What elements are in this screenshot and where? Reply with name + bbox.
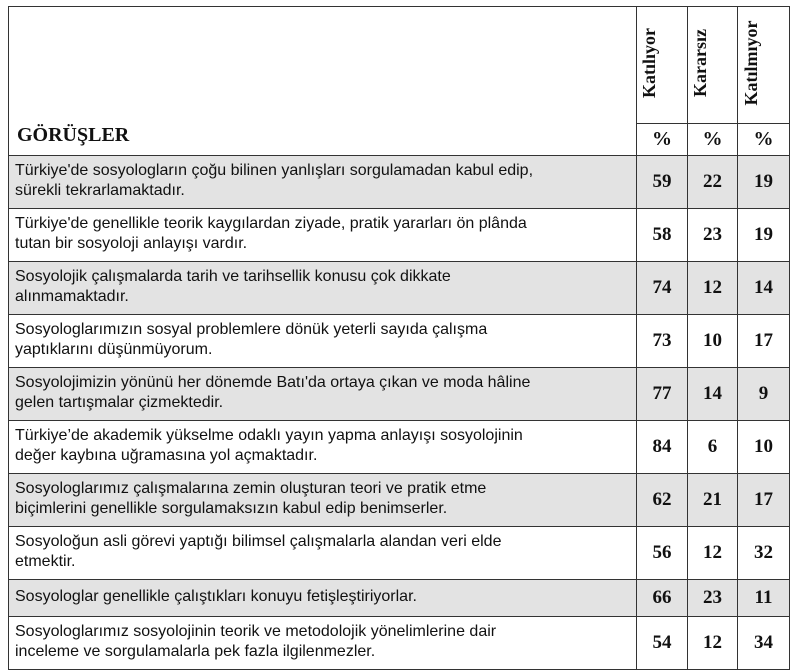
disagree-value: 17	[738, 474, 790, 527]
table-row	[9, 368, 790, 421]
undecided-value: 12	[688, 617, 738, 670]
undecided-value: 12	[688, 262, 738, 315]
statement: Sosyologlar genellikle çalıştıkları konuyu fetişleştiriyorlar.	[9, 580, 637, 617]
survey-table	[8, 6, 790, 670]
disagree-value: 32	[738, 527, 790, 580]
agree-value: 58	[637, 209, 688, 262]
column-label-disagree: Katılmıyor	[740, 20, 761, 106]
agree-value: 77	[637, 368, 688, 421]
column-header-agree	[637, 7, 688, 124]
opinions-title: GÖRÜŞLER	[17, 124, 130, 146]
statement: Sosyologlarımız sosyolojinin teorik ve metodolojik yönelimlerine dair inceleme ve sorgulamalarla pek fazla ilgilenmezler.	[9, 617, 637, 670]
undecided-value: 22	[688, 156, 738, 209]
table-row	[9, 262, 790, 315]
table-row	[9, 617, 790, 670]
statement: Sosyolojimizin yönünü her dönemde Batı'da ortaya çıkan ve moda hâline gelen tartışmalar çizmektedir.	[9, 368, 637, 421]
agree-value: 66	[637, 580, 688, 617]
statement: Sosyologlarımız çalışmalarına zemin oluşturan teori ve pratik etme biçimlerini genellikle sorgulamaksızın kabul edip benimserler.	[9, 474, 637, 527]
table-row	[9, 580, 790, 617]
agree-value: 54	[637, 617, 688, 670]
undecided-value: 12	[688, 527, 738, 580]
undecided-value: 10	[688, 315, 738, 368]
disagree-value: 10	[738, 421, 790, 474]
statement: Türkiye'de sosyologların çoğu bilinen yanlışları sorgulamadan kabul edip, sürekli tekrarlamaktadır.	[9, 156, 637, 209]
agree-value: 73	[637, 315, 688, 368]
statement: Türkiye’de akademik yükselme odaklı yayın yapma anlayışı sosyolojinin değer kaybına uğramasına yol açmaktadır.	[9, 421, 637, 474]
table-row	[9, 474, 790, 527]
statement: Sosyolojik çalışmalarda tarih ve tarihsellik konusu çok dikkate alınmamaktadır.	[9, 262, 637, 315]
agree-value: 56	[637, 527, 688, 580]
agree-value: 84	[637, 421, 688, 474]
header-row	[9, 7, 790, 124]
undecided-value: 21	[688, 474, 738, 527]
undecided-value: 14	[688, 368, 738, 421]
agree-value: 74	[637, 262, 688, 315]
disagree-value: 9	[738, 368, 790, 421]
table-row	[9, 156, 790, 209]
undecided-value: 6	[688, 421, 738, 474]
undecided-value: 23	[688, 209, 738, 262]
column-header-undecided	[688, 7, 738, 124]
survey-table-container	[8, 6, 789, 660]
disagree-value: 19	[738, 156, 790, 209]
table-row	[9, 421, 790, 474]
table-row	[9, 209, 790, 262]
statement: Sosyoloğun asli görevi yaptığı bilimsel çalışmalarla alandan veri elde etmektir.	[9, 527, 637, 580]
table-row	[9, 315, 790, 368]
unit-undecided: %	[688, 124, 738, 156]
disagree-value: 19	[738, 209, 790, 262]
table-row	[9, 527, 790, 580]
statement: Sosyologlarımızın sosyal problemlere dönük yeterli sayıda çalışma yaptıklarını düşünmüyorum.	[9, 315, 637, 368]
undecided-value: 23	[688, 580, 738, 617]
unit-agree: %	[637, 124, 688, 156]
agree-value: 62	[637, 474, 688, 527]
agree-value: 59	[637, 156, 688, 209]
statement: Türkiye'de genellikle teorik kaygılardan ziyade, pratik yararları ön plânda tutan bir sosyoloji anlayışı vardır.	[9, 209, 637, 262]
column-label-undecided: Kararsız	[689, 29, 710, 97]
disagree-value: 11	[738, 580, 790, 617]
column-header-disagree	[738, 7, 790, 124]
column-label-agree: Katılıyor	[639, 28, 659, 98]
unit-disagree: %	[738, 124, 790, 156]
opinions-header	[9, 7, 637, 156]
disagree-value: 34	[738, 617, 790, 670]
disagree-value: 14	[738, 262, 790, 315]
disagree-value: 17	[738, 315, 790, 368]
